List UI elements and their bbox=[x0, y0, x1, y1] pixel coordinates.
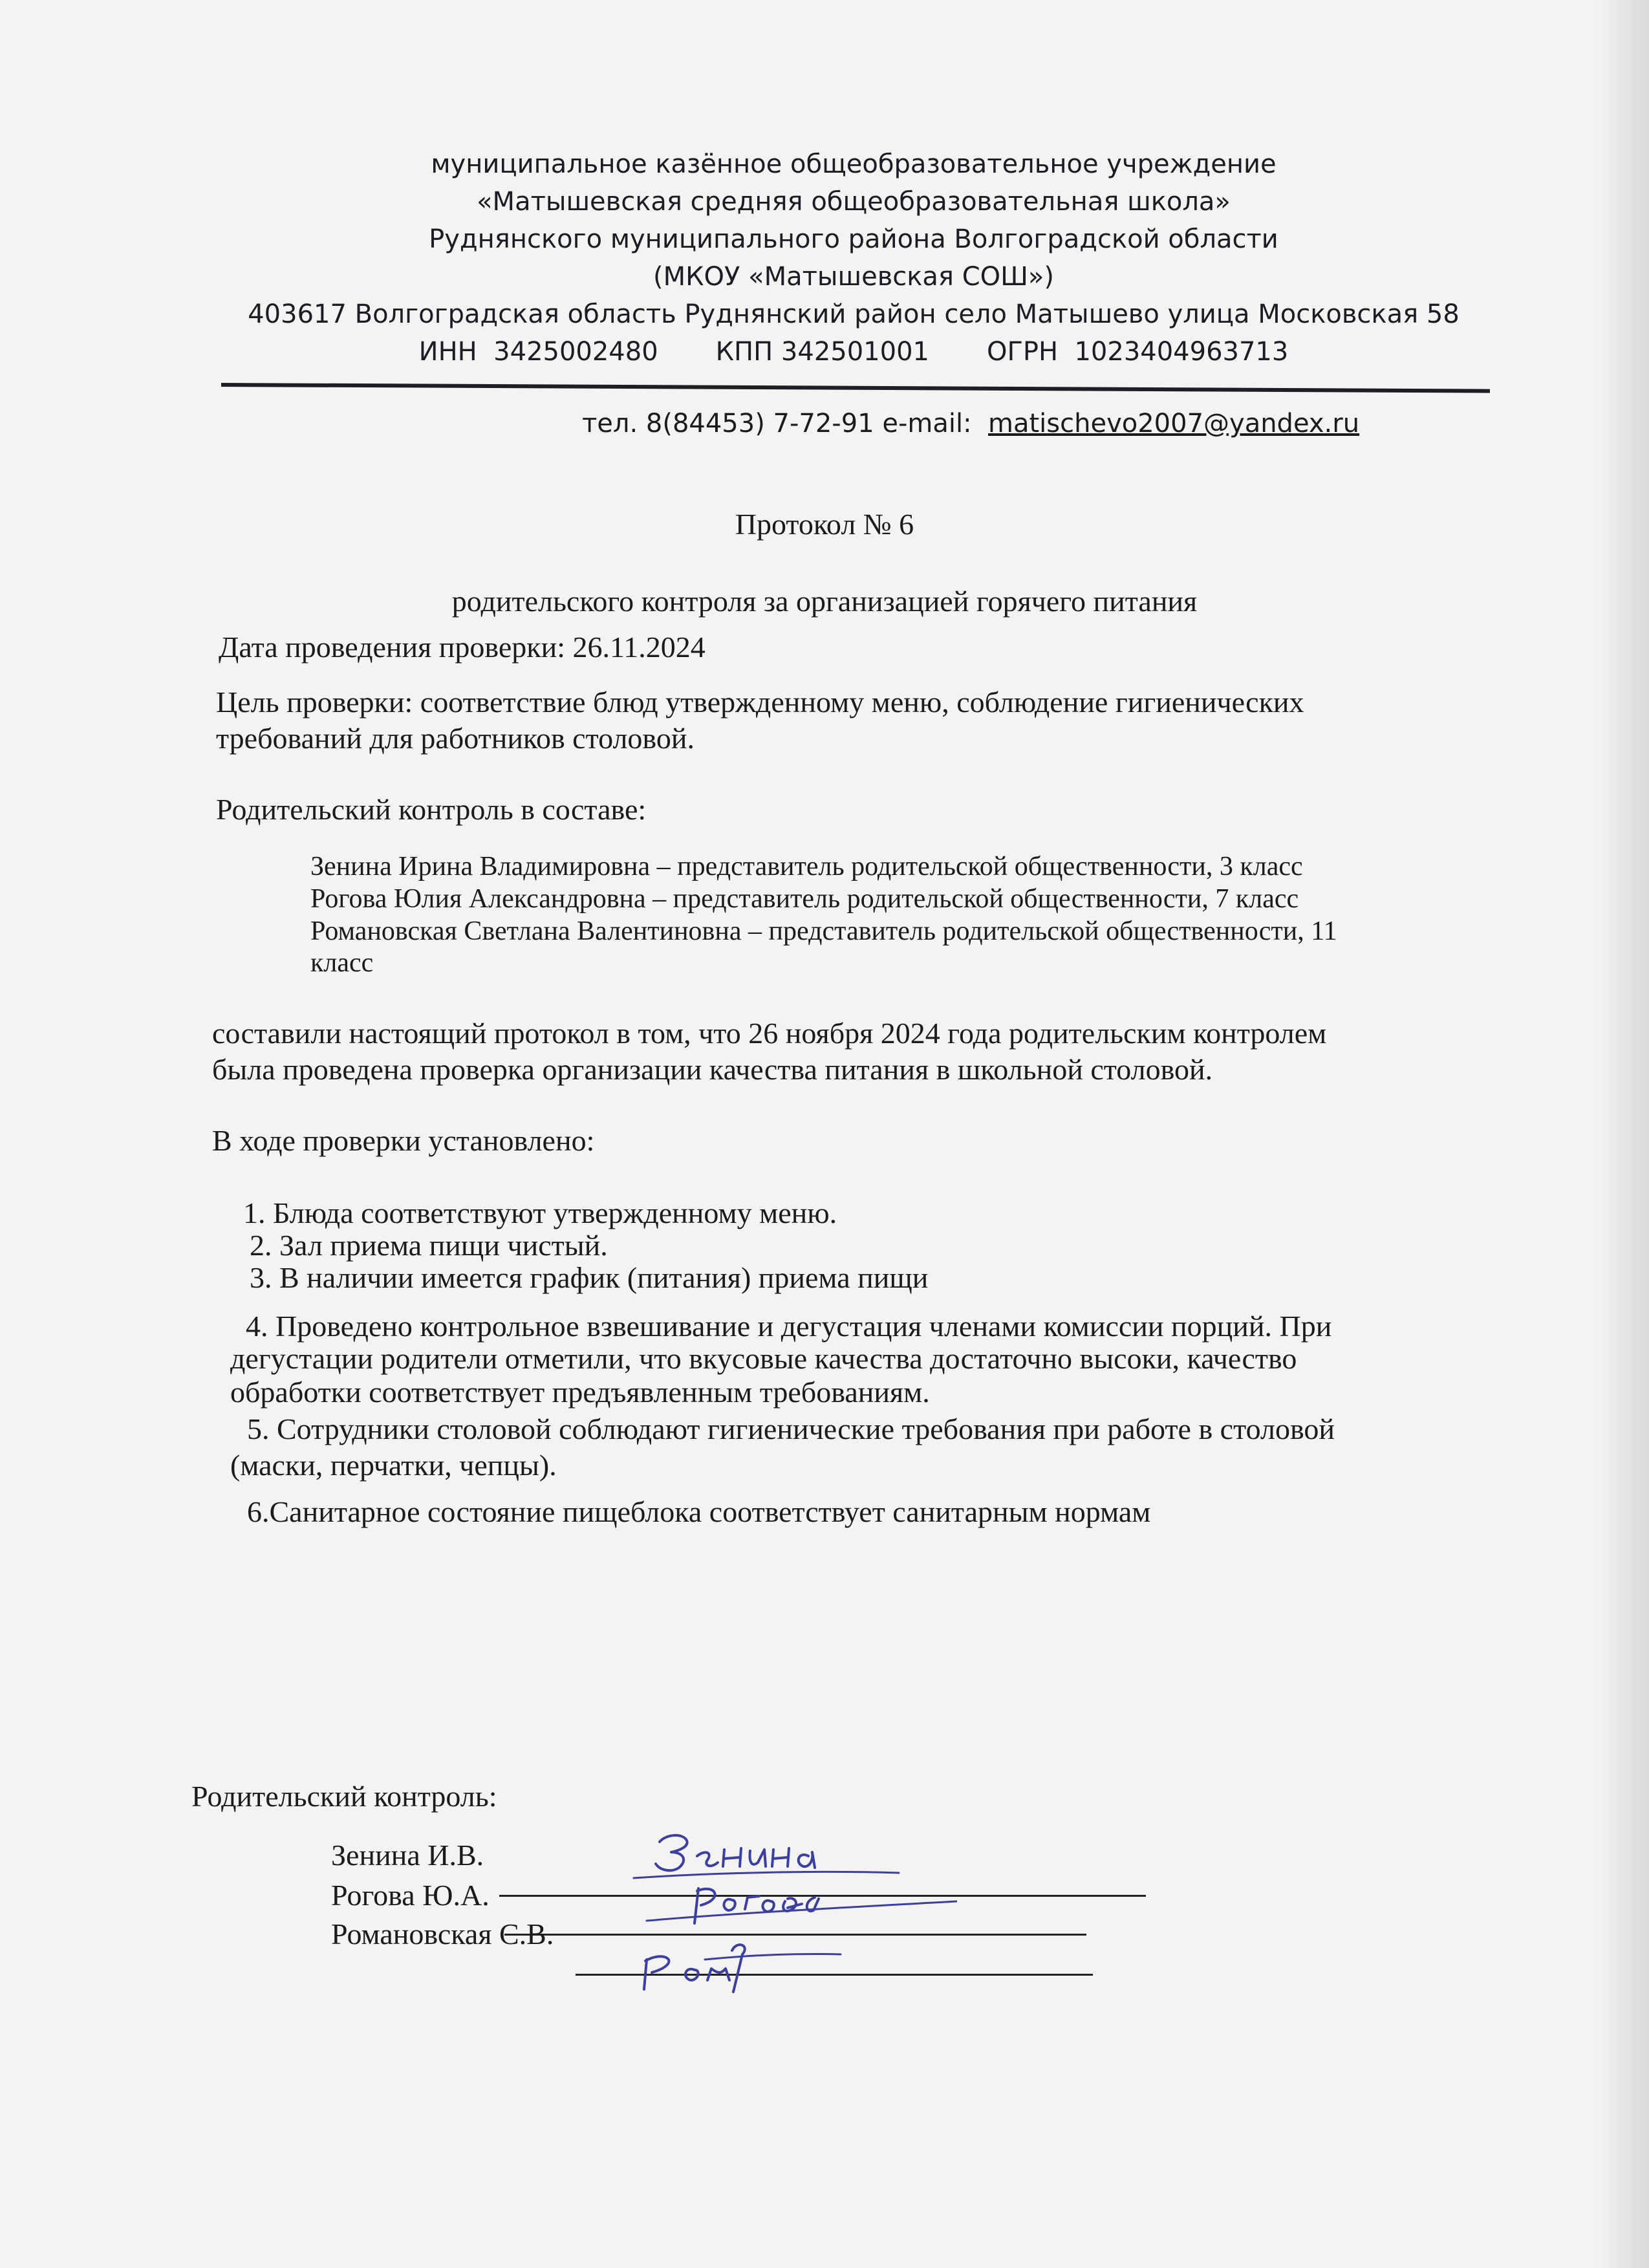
letterhead-line: (МКОУ «Матышевская СОШ») bbox=[653, 262, 1054, 292]
contacts-phone: тел. 8(84453) 7-72-91 e-mail: bbox=[582, 409, 989, 438]
composition-label: Родительский контроль в составе: bbox=[216, 793, 647, 826]
finding-item: дегустации родители отметили, что вкусовые качества достаточно высоки, качество bbox=[230, 1342, 1297, 1375]
member-line: Зенина Ирина Владимировна – представитель родительской общественности, 3 класс bbox=[310, 852, 1303, 881]
letterhead-line: муниципальное казённое общеобразовательное учреждение bbox=[431, 149, 1277, 179]
letterhead-line: «Матышевская средняя общеобразовательная школа» bbox=[477, 187, 1231, 217]
statement-line: составили настоящий протокол в том, что 26 ноября 2024 года родительским контролем bbox=[212, 1017, 1327, 1050]
member-line: класс bbox=[310, 948, 374, 978]
signatory-name: Рогова Ю.А. bbox=[331, 1879, 490, 1912]
letterhead-divider bbox=[221, 383, 1490, 393]
finding-item: 3. В наличии имеется график (питания) приема пищи bbox=[250, 1261, 929, 1294]
protocol-title: Протокол № 6 bbox=[735, 508, 914, 541]
signatory-name: Зенина И.В. bbox=[331, 1839, 484, 1872]
purpose-line: Цель проверки: соответствие блюд утвержденному меню, соблюдение гигиенических bbox=[216, 686, 1304, 718]
finding-item: обработки соответствует предъявленным требованиям. bbox=[230, 1376, 930, 1409]
inspection-date: Дата проведения проверки: 26.11.2024 bbox=[219, 631, 706, 664]
statement-line: была проведена проверка организации качества питания в школьной столовой. bbox=[212, 1053, 1213, 1086]
signatory-name: Романовская С.В. bbox=[331, 1917, 554, 1950]
letterhead-contacts bbox=[582, 409, 1359, 438]
handwritten-signatures bbox=[621, 1811, 957, 2005]
signatures-label: Родительский контроль: bbox=[191, 1780, 497, 1813]
page-edge-shadow bbox=[1597, 0, 1649, 2268]
finding-item: 5. Сотрудники столовой соблюдают гигиенические требования при работе в столовой bbox=[247, 1412, 1335, 1445]
finding-item: 4. Проведено контрольное взвешивание и дегустация членами комиссии порций. При bbox=[246, 1310, 1332, 1343]
member-line: Рогова Юлия Александровна – представитель родительской общественности, 7 класс bbox=[310, 884, 1299, 914]
protocol-subtitle: родительского контроля за организацией горячего питания bbox=[451, 585, 1198, 618]
letterhead-address: 403617 Волгоградская область Руднянский район село Матышево улица Московская 58 bbox=[248, 299, 1460, 329]
letterhead bbox=[213, 146, 1494, 371]
finding-item: (маски, перчатки, чепцы). bbox=[230, 1449, 557, 1482]
findings-label: В ходе проверки установлено: bbox=[212, 1124, 595, 1157]
letterhead-registration: ИНН 3425002480 КПП 342501001 ОГРН 1023404963713 bbox=[418, 337, 1289, 367]
contacts-email[interactable]: matischevo2007@yandex.ru bbox=[988, 409, 1360, 438]
letterhead-line: Руднянского муниципального района Волгоградской области bbox=[429, 224, 1278, 254]
member-line: Романовская Светлана Валентиновна – представитель родительской общественности, 11 bbox=[310, 916, 1337, 946]
purpose-line: требований для работников столовой. bbox=[216, 722, 695, 755]
finding-item: 6.Санитарное состояние пищеблока соответствует санитарным нормам bbox=[247, 1495, 1151, 1528]
finding-item: 1. Блюда соответствуют утвержденному меню. bbox=[243, 1196, 837, 1229]
finding-item: 2. Зал приема пищи чистый. bbox=[250, 1229, 608, 1262]
